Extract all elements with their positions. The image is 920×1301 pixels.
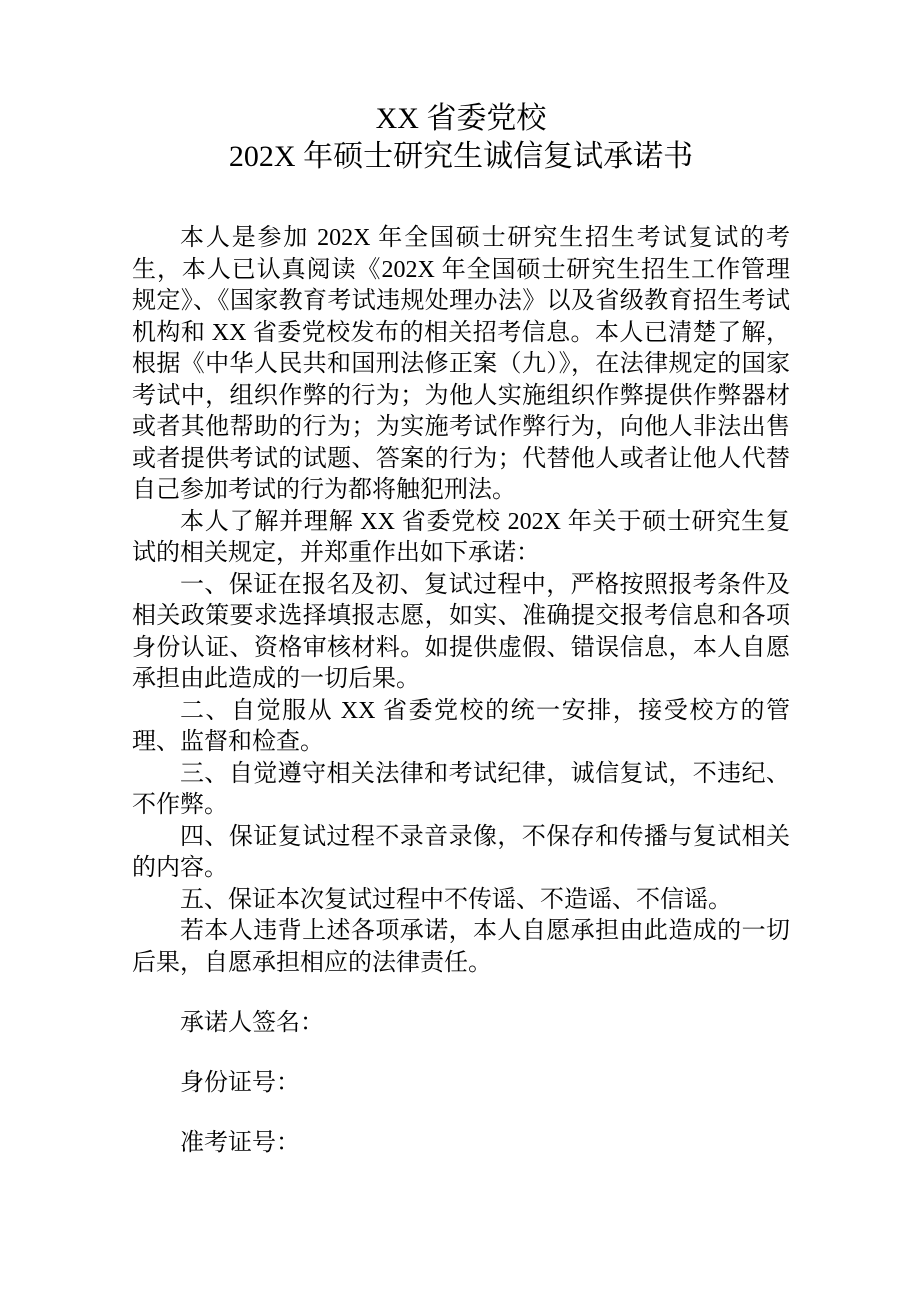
document-title-line-2: 202X 年硕士研究生诚信复试承诺书 [228, 140, 694, 173]
paragraph-intro: 本人是参加 202X 年全国硕士研究生招生考试复试的考生，本人已认真阅读《202X 年全国硕士研究生招生工作管理规定》、《国家教育考试违规处理办法》以及省级教育招生考试机构和 XX 省委党校发布的相关招考信息。本人已清楚了解，根据《中华人民共和国刑法修正案（九）》，在法律规定的国家考试中，组织作弊的行为；为他人实施组织作弊提供作弊器材或者其他帮助的行为；为实施考试作弊行为，向他人非法出售或者提供考试的试题、答案的行为；代替他人或者让他人代替自己参加考试的行为都将触犯刑法。 [132, 225, 790, 503]
signature-line-exam-ticket-number: 准考证号： [180, 1130, 300, 1156]
document-title-line-1: XX 省委党校 [375, 102, 547, 135]
document-body [132, 223, 790, 979]
paragraph-promise-1: 一、保证在报名及初、复试过程中，严格按照报考条件及相关政策要求选择填报志愿，如实、准确提交报考信息和各项身份认证、资格审核材料。如提供虚假、错误信息，本人自愿承担由此造成的一切后果。 [132, 571, 790, 692]
paragraph-promise-4: 四、保证复试过程不录音录像，不保存和传播与复试相关的内容。 [132, 823, 790, 881]
paragraph-promise-5: 五、保证本次复试过程中不传谣、不造谣、不信谣。 [180, 886, 732, 913]
signature-line-id-number: 身份证号： [180, 1070, 300, 1096]
paragraph-promise-3: 三、自觉遵守相关法律和考试纪律，诚信复试，不违纪、不作弊。 [132, 760, 790, 818]
paragraph-closing: 若本人违背上述各项承诺，本人自愿承担由此造成的一切后果，自愿承担相应的法律责任。 [132, 918, 790, 976]
signature-line-signer-name: 承诺人签名： [180, 1010, 324, 1036]
paragraph-promise-2: 二、自觉服从 XX 省委党校的统一安排，接受校方的管理、监督和检查。 [132, 697, 790, 755]
signature-block [132, 1008, 790, 1159]
document-title [132, 100, 790, 176]
paragraph-understanding: 本人了解并理解 XX 省委党校 202X 年关于硕士研究生复试的相关规定，并郑重作出如下承诺： [132, 508, 790, 566]
